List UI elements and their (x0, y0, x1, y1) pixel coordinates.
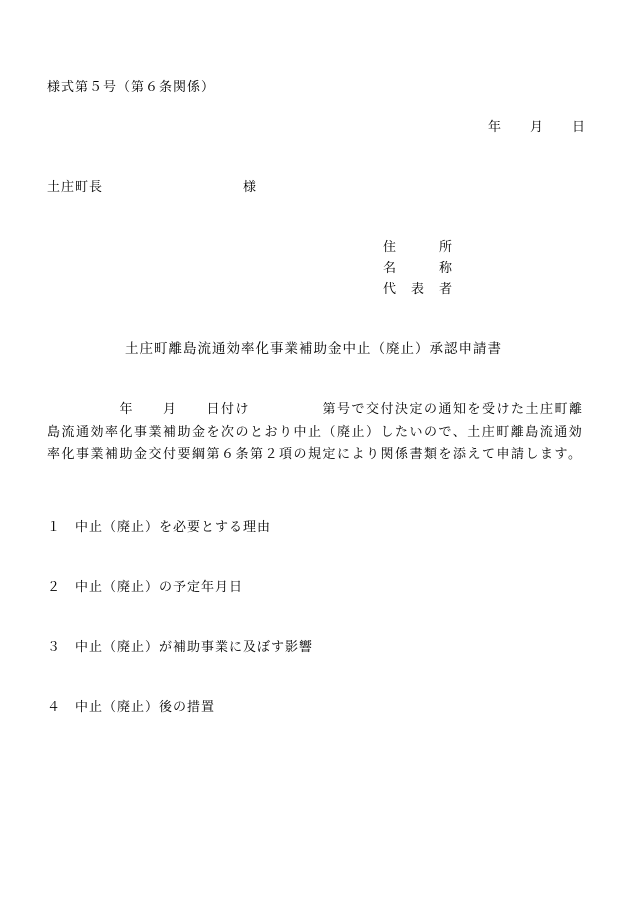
applicant-representative-label: 代 表 者 (383, 282, 454, 297)
item-2: ２ 中止（廃止）の予定年月日 (47, 580, 244, 595)
item-1: １ 中止（廃止）を必要とする理由 (47, 520, 272, 535)
applicant-address-label: 住 所 (383, 240, 454, 255)
form-label: 様式第５号（第６条関係） (47, 80, 216, 95)
item-3: ３ 中止（廃止）が補助事業に及ぼす影響 (47, 640, 314, 655)
document-title: 土庄町離島流通効率化事業補助金中止（廃止）承認申請書 (125, 341, 502, 357)
addressee: 土庄町長 様 (47, 180, 258, 195)
applicant-name-label: 名 称 (383, 261, 454, 276)
item-4: ４ 中止（廃止）後の措置 (47, 700, 216, 715)
date-line: 年 月 日 (488, 120, 587, 135)
body-paragraph: 年 月 日付け 第号で交付決定の通知を受けた土庄町離島流通効率化事業補助金を次のとおり中止（廃止）したいので、土庄町離島流通効率化事業補助金交付要綱第６条第２項の規定により関係書類を添えて申請します。 (47, 402, 584, 462)
